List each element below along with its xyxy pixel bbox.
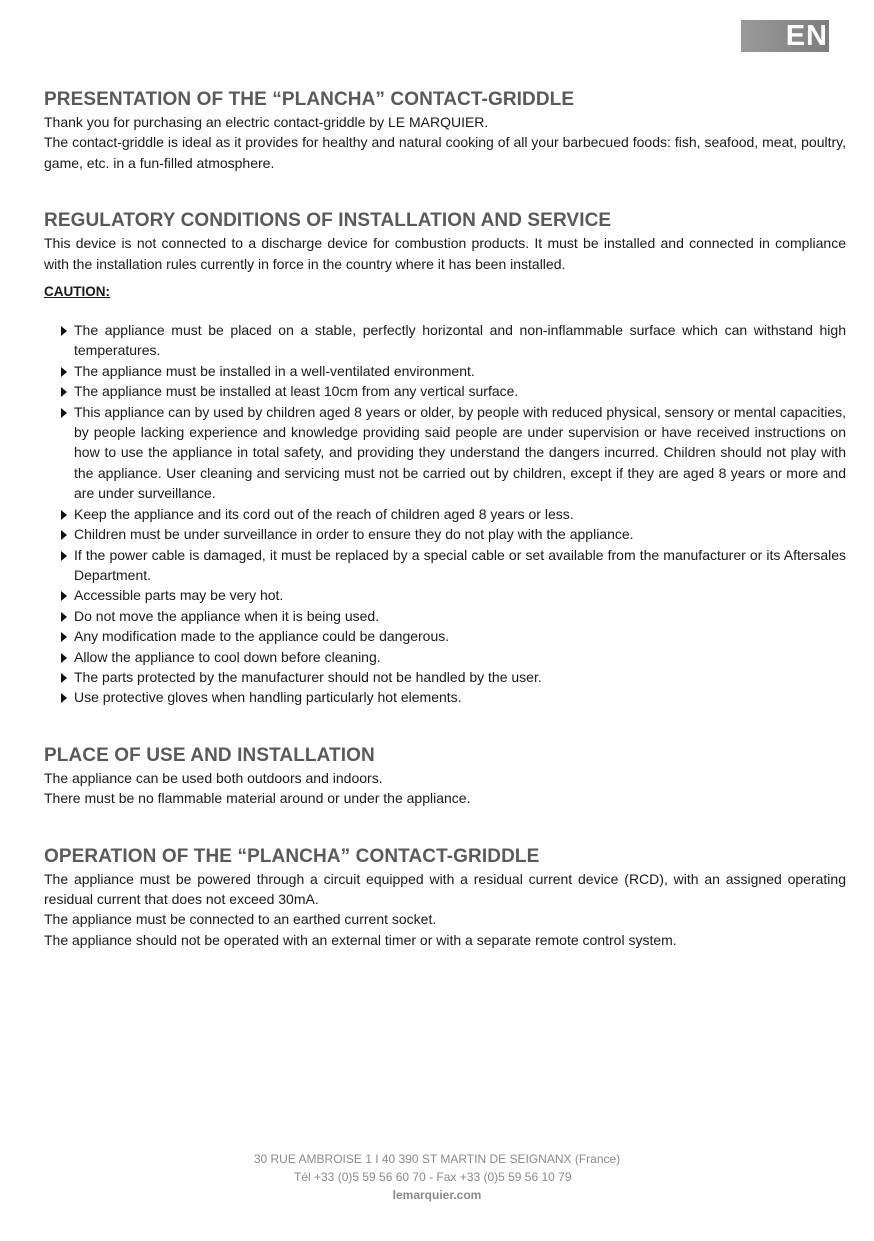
list-item [44,320,846,361]
paragraph: This device is not connected to a discharge device for combustion products. It must be installed and connected in compliance with the installation rules currently in force in the country where it has been installed. [44,235,846,272]
paragraph: The appliance must be connected to an earthed current socket. [44,911,437,928]
bullet-triangle-icon [61,591,67,601]
list-item [44,524,846,544]
caution-list [44,320,846,708]
list-item-text: Allow the appliance to cool down before cleaning. [74,648,381,665]
paragraph: The appliance can be used both outdoors and indoors. [44,769,383,786]
bullet-triangle-icon [61,612,67,622]
list-item-text: The appliance must be installed in a well-ventilated environment. [74,362,475,379]
document-body [44,88,846,986]
list-item [44,667,846,687]
list-item-text: Use protective gloves when handling particularly hot elements. [74,689,462,706]
caution-label: CAUTION: [44,284,110,300]
footer-website: lemarquier.com [392,1188,482,1202]
list-item [44,585,846,605]
list-item [44,402,846,504]
list-item-text: If the power cable is damaged, it must be replaced by a special cable or set available from the manufacturer or its Aftersales Department. [74,546,846,583]
paragraph: Thank you for purchasing an electric contact-griddle by LE MARQUIER. [44,114,489,130]
paragraph: The contact-griddle is ideal as it provides for healthy and natural cooking of all your barbecued foods: fish, seafood, meat, poultry, game, etc. in a fun-filled atmosphere. [44,134,846,171]
list-item [44,504,846,524]
paragraph: There must be no flammable material around or under the appliance. [44,790,471,807]
list-item-text: The appliance must be placed on a stable, perfectly horizontal and non-inflammable surface which can withstand high temperatures. [74,322,846,359]
bullet-triangle-icon [61,693,67,703]
list-item [44,687,846,707]
list-item [44,381,846,401]
list-item [44,626,846,646]
list-item-text: The parts protected by the manufacturer should not be handled by the user. [74,668,542,685]
section-presentation [44,88,846,173]
list-item [44,606,846,626]
paragraph: The appliance should not be operated with an external timer or with a separate remote control system. [44,931,677,948]
footer-address: 30 RUE AMBROISE 1 I 40 390 ST MARTIN DE SEIGNANX (France) [253,1152,621,1166]
section-regulatory [44,209,846,708]
bullet-triangle-icon [61,530,67,540]
page-footer [0,1150,874,1204]
list-item-text: This appliance can by used by children aged 8 years or older, by people with reduced physical, sensory or mental capacities, by people lacking experience and knowledge providing said people are under supervision or have received instructions on how to use the appliance in total safety, and providing they understand the dangers incurred. Children should not play with the appliance. User cleaning and servicing must not be carried out by children, except if they are aged 8 years or more and are under surveillance. [74,403,846,502]
list-item [44,647,846,667]
list-item-text: Accessible parts may be very hot. [74,587,284,604]
language-badge [741,20,829,52]
bullet-triangle-icon [61,326,67,336]
bullet-triangle-icon [61,653,67,663]
list-item-text: The appliance must be installed at least 10cm from any vertical surface. [74,383,519,400]
bullet-triangle-icon [61,673,67,683]
section-place [44,744,846,809]
bullet-triangle-icon [61,387,67,397]
section-operation [44,845,846,951]
bullet-triangle-icon [61,367,67,377]
section-title-presentation: PRESENTATION OF THE “PLANCHA” CONTACT-GRIDDLE [44,89,575,110]
list-item [44,361,846,381]
list-item-text: Any modification made to the appliance could be dangerous. [74,628,450,645]
list-item-text: Children must be under surveillance in order to ensure they do not play with the appliance. [74,526,634,543]
language-label: EN [785,19,828,52]
bullet-triangle-icon [61,408,67,418]
list-item-text: Keep the appliance and its cord out of the reach of children aged 8 years or less. [74,505,574,522]
section-title-place: PLACE OF USE AND INSTALLATION [44,744,375,766]
section-title-operation: OPERATION OF THE “PLANCHA” CONTACT-GRIDDLE [44,845,540,867]
bullet-triangle-icon [61,632,67,642]
list-item-text: Do not move the appliance when it is being used. [74,607,380,624]
section-title-regulatory: REGULATORY CONDITIONS OF INSTALLATION AND SERVICE [44,210,612,232]
bullet-triangle-icon [61,510,67,520]
bullet-triangle-icon [61,551,67,561]
footer-phone: Tél +33 (0)5 59 56 60 70 - Fax +33 (0)5 59 56 10 79 [294,1170,572,1184]
list-item [44,545,846,586]
paragraph: The appliance must be powered through a circuit equipped with a residual current device (RCD), with an assigned operating residual current that does not exceed 30mA. [44,870,846,907]
